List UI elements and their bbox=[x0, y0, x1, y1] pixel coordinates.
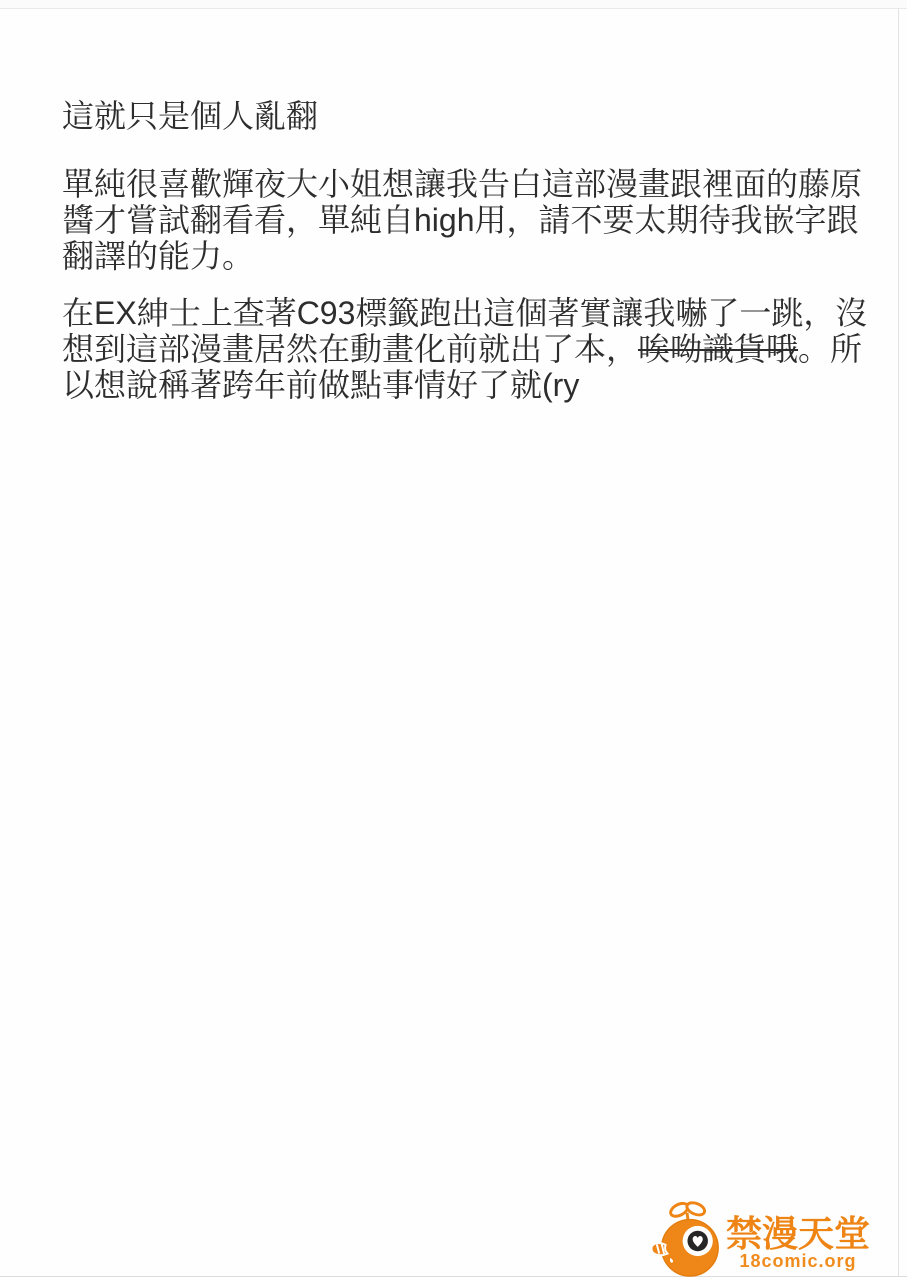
struck-text: 唉呦識貨哦 bbox=[638, 331, 799, 367]
paragraph-line: 以想說稱著跨年前做點事情好了就(ry bbox=[62, 367, 580, 403]
watermark-domain: 18comic.org bbox=[739, 1251, 857, 1271]
paragraph-line: 翻譯的能力。 bbox=[62, 238, 255, 274]
note-paragraph-2 bbox=[62, 295, 892, 403]
scan-edge-strip bbox=[0, 0, 907, 8]
note-paragraph-1 bbox=[62, 166, 892, 274]
line-segment: 。所 bbox=[798, 331, 863, 367]
watermark-brand: 禁漫天堂 bbox=[726, 1213, 871, 1254]
translator-note bbox=[62, 98, 892, 424]
watermark-logo bbox=[650, 1196, 870, 1280]
watermark-text bbox=[726, 1196, 870, 1271]
paragraph-line: 在EX紳士上查著C93標籤跑出這個著實讓我嚇了一跳，沒 bbox=[62, 295, 868, 331]
paragraph-line: 單純很喜歡輝夜大小姐想讓我告白這部漫畫跟裡面的藤原 bbox=[62, 166, 863, 202]
paragraph-line bbox=[62, 331, 892, 367]
orange-fish-heart-eye-icon bbox=[650, 1198, 724, 1280]
scan-border-top bbox=[0, 8, 907, 9]
scan-border-right bbox=[898, 8, 899, 1277]
line-segment: 想到這部漫畫居然在動畫化前就出了本， bbox=[62, 331, 639, 367]
note-title: 這就只是個人亂翻 bbox=[62, 98, 319, 134]
paragraph-line: 醬才嘗試翻看看，單純自high用，請不要太期待我嵌字跟 bbox=[62, 202, 859, 238]
